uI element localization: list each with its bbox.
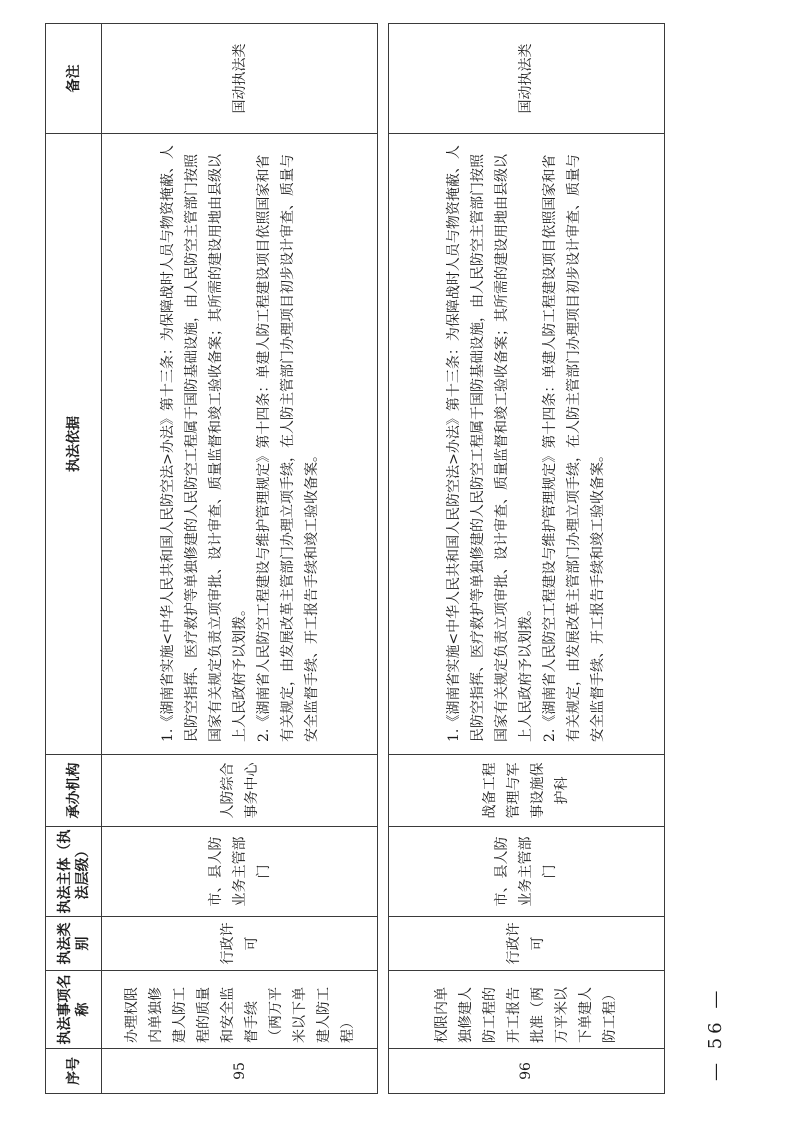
table-row [388, 24, 664, 1094]
row-subject: 市、县人防业务主管部门 [102, 827, 378, 917]
row-category: 行政许可 [102, 917, 378, 971]
header-category: 执法类别 [46, 917, 102, 971]
row-item-name: 办理权限内单独修建人防工程的质量和安全监督手续（两万平米以下单建人防工程） [102, 971, 378, 1049]
row-basis [388, 134, 664, 755]
row-subject: 市、县人防业务主管部门 [388, 827, 664, 917]
header-subject: 执法主体（执法层级） [46, 827, 102, 917]
row-item-name: 权限内单独修建人防工程的开工报告批准（两万平米以下单建人防工程） [388, 971, 664, 1049]
basis-clause-2: 2.《湖南省人民防空工程建设与维护管理规定》第十四条：单建人防工程建设项目依照国家和省有关规定，由发展改革主管部门办理立项手续，在人防主管部门办理项目初步设计审查、质量与安全监督手续、开工报告手续和竣工验收备案。 [542, 154, 607, 742]
header-seq: 序号 [46, 1049, 102, 1094]
enforcement-table-frame [45, 24, 665, 1094]
enforcement-table [45, 23, 665, 1094]
header-agency: 承办机构 [46, 755, 102, 827]
header-row [46, 24, 102, 1094]
row-basis [102, 134, 378, 755]
header-item-name: 执法事项名称 [46, 971, 102, 1049]
row-seq: 95 [102, 1049, 378, 1094]
row-separator [378, 24, 388, 1094]
basis-clause-1: 1.《湖南省实施<中华人民共和国人民防空法>办法》第十三条：为保障战时人员与物资掩蔽、人民防空指挥、医疗救护等单独修建的人民防空工程属于国防基础设施，由人民防空主管部门按照国家有关规定负责立项审批、设计审查、质量监督和竣工验收备案；其所需的建设用地由县级以上人民政府予以划拨。 [159, 145, 248, 742]
page-number: — 56 — [705, 986, 726, 1081]
row-category: 行政许可 [388, 917, 664, 971]
basis-clause-1: 1.《湖南省实施<中华人民共和国人民防空法>办法》第十三条：为保障战时人员与物资掩蔽、人民防空指挥、医疗救护等单独修建的人民防空工程属于国防基础设施，由人民防空主管部门按照国家有关规定负责立项审批、设计审查、质量监督和竣工验收备案；其所需的建设用地由县级以上人民政府予以划拨。 [446, 145, 535, 742]
row-seq: 96 [388, 1049, 664, 1094]
row-remark: 国动执法类 [102, 24, 378, 134]
header-basis: 执法依据 [46, 134, 102, 755]
row-remark: 国动执法类 [388, 24, 664, 134]
row-agency: 战备工程管理与军事设施保护科 [388, 755, 664, 827]
table-row [102, 24, 378, 1094]
row-agency: 人防综合事务中心 [102, 755, 378, 827]
basis-clause-2: 2.《湖南省人民防空工程建设与维护管理规定》第十四条：单建人防工程建设项目依照国家和省有关规定，由发展改革主管部门办理立项手续，在人防主管部门办理项目初步设计审查、质量与安全监督手续、开工报告手续和竣工验收备案。 [255, 154, 320, 742]
header-remark: 备注 [46, 24, 102, 134]
